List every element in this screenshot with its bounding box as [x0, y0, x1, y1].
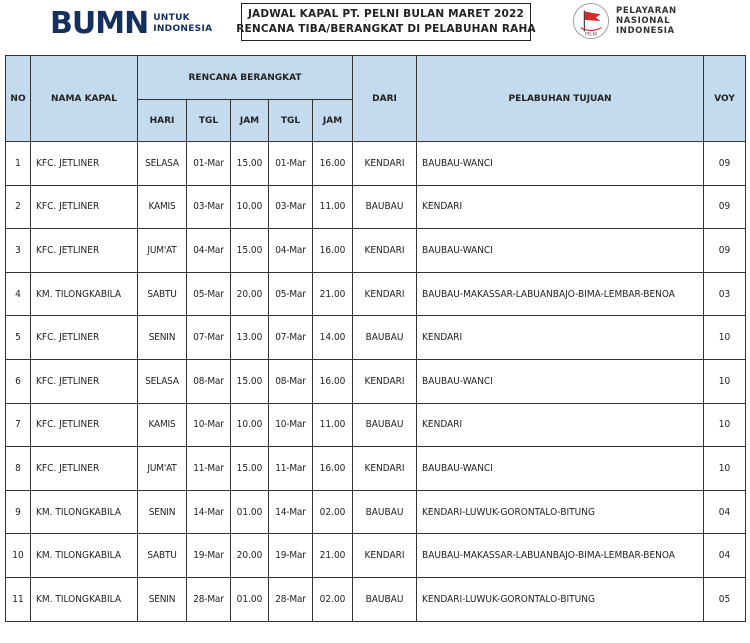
cell-pelabuhan-tujuan: KENDARI-LUWUK-GORONTALO-BITUNG [417, 577, 704, 621]
pelni-logo-text [616, 6, 677, 36]
cell-voy: 10 [704, 447, 746, 491]
cell-dari: KENDARI [353, 447, 417, 491]
cell-tgl-berangkat: 11-Mar [269, 447, 313, 491]
table-row [6, 534, 746, 578]
schedule-table [5, 55, 746, 622]
cell-pelabuhan-tujuan: KENDARI-LUWUK-GORONTALO-BITUNG [417, 490, 704, 534]
cell-voy: 10 [704, 403, 746, 447]
table-header-row [6, 56, 746, 100]
cell-jam-tiba: 01.00 [231, 490, 269, 534]
cell-pelabuhan-tujuan: BAUBAU-MAKASSAR-LABUANBAJO-BIMA-LEMBAR-BENOA [417, 534, 704, 578]
pelni-flag-icon [572, 2, 610, 40]
cell-hari: KAMIS [138, 403, 187, 447]
bumn-tagline-line-2: INDONESIA [153, 24, 213, 34]
schedule-subtitle: RENCANA TIBA/BERANGKAT DI PELABUHAN RAHA [236, 23, 536, 35]
cell-dari: KENDARI [353, 229, 417, 273]
table-row [6, 447, 746, 491]
table-row [6, 229, 746, 273]
cell-tgl-berangkat: 07-Mar [269, 316, 313, 360]
col-header-tgl-berangkat: TGL [269, 100, 313, 142]
cell-voy: 10 [704, 316, 746, 360]
cell-jam-berangkat: 16.00 [313, 229, 353, 273]
cell-nama-kapal: KM. TILONGKABILA [31, 272, 138, 316]
cell-voy: 09 [704, 142, 746, 186]
cell-jam-tiba: 10.00 [231, 403, 269, 447]
cell-hari: JUM'AT [138, 447, 187, 491]
cell-tgl-tiba: 10-Mar [187, 403, 231, 447]
col-header-hari: HARI [138, 100, 187, 142]
bumn-logo-tagline [153, 13, 212, 35]
cell-dari: KENDARI [353, 272, 417, 316]
col-header-tgl-tiba: TGL [187, 100, 231, 142]
table-row [6, 142, 746, 186]
col-header-pelabuhan-tujuan: PELABUHAN TUJUAN [417, 56, 704, 142]
cell-nama-kapal: KFC. JETLINER [31, 359, 138, 403]
cell-jam-berangkat: 14.00 [313, 316, 353, 360]
cell-tgl-tiba: 28-Mar [187, 577, 231, 621]
cell-tgl-tiba: 14-Mar [187, 490, 231, 534]
cell-no: 3 [6, 229, 31, 273]
cell-jam-tiba: 15.00 [231, 229, 269, 273]
cell-jam-tiba: 10.00 [231, 185, 269, 229]
cell-voy: 04 [704, 490, 746, 534]
page-header [0, 0, 750, 52]
table-row [6, 577, 746, 621]
cell-nama-kapal: KFC. JETLINER [31, 229, 138, 273]
cell-tgl-berangkat: 03-Mar [269, 185, 313, 229]
cell-jam-berangkat: 16.00 [313, 142, 353, 186]
cell-nama-kapal: KM. TILONGKABILA [31, 577, 138, 621]
cell-nama-kapal: KFC. JETLINER [31, 142, 138, 186]
cell-nama-kapal: KFC. JETLINER [31, 316, 138, 360]
table-row [6, 272, 746, 316]
col-header-voy: VOY [704, 56, 746, 142]
cell-tgl-berangkat: 19-Mar [269, 534, 313, 578]
cell-no: 1 [6, 142, 31, 186]
cell-pelabuhan-tujuan: BAUBAU-WANCI [417, 359, 704, 403]
cell-tgl-tiba: 07-Mar [187, 316, 231, 360]
cell-dari: BAUBAU [353, 316, 417, 360]
cell-jam-tiba: 20.00 [231, 534, 269, 578]
cell-dari: BAUBAU [353, 490, 417, 534]
cell-tgl-tiba: 04-Mar [187, 229, 231, 273]
pelni-text-line-3: INDONESIA [616, 26, 675, 36]
table-row [6, 185, 746, 229]
table-row [6, 359, 746, 403]
col-header-nama-kapal: NAMA KAPAL [31, 56, 138, 142]
cell-hari: JUM'AT [138, 229, 187, 273]
bumn-logo-wordmark: BUMN [50, 6, 149, 41]
cell-tgl-berangkat: 28-Mar [269, 577, 313, 621]
cell-voy: 03 [704, 272, 746, 316]
col-header-dari: DARI [353, 56, 417, 142]
cell-nama-kapal: KFC. JETLINER [31, 447, 138, 491]
cell-pelabuhan-tujuan: KENDARI [417, 403, 704, 447]
cell-nama-kapal: KFC. JETLINER [31, 185, 138, 229]
col-header-jam-tiba: JAM [231, 100, 269, 142]
cell-tgl-berangkat: 10-Mar [269, 403, 313, 447]
cell-dari: BAUBAU [353, 577, 417, 621]
cell-no: 9 [6, 490, 31, 534]
cell-hari: KAMIS [138, 185, 187, 229]
col-header-no: NO [6, 56, 31, 142]
cell-no: 11 [6, 577, 31, 621]
cell-dari: KENDARI [353, 142, 417, 186]
cell-hari: SELASA [138, 142, 187, 186]
cell-tgl-berangkat: 14-Mar [269, 490, 313, 534]
schedule-title: JADWAL KAPAL PT. PELNI BULAN MARET 2022 [247, 8, 525, 20]
col-header-jam-berangkat: JAM [313, 100, 353, 142]
cell-hari: SELASA [138, 359, 187, 403]
cell-dari: BAUBAU [353, 185, 417, 229]
bumn-logo [50, 6, 212, 42]
cell-jam-tiba: 15.00 [231, 359, 269, 403]
cell-hari: SENIN [138, 490, 187, 534]
cell-no: 2 [6, 185, 31, 229]
cell-tgl-tiba: 11-Mar [187, 447, 231, 491]
cell-jam-berangkat: 02.00 [313, 577, 353, 621]
cell-voy: 04 [704, 534, 746, 578]
cell-jam-berangkat: 21.00 [313, 272, 353, 316]
cell-hari: SENIN [138, 577, 187, 621]
pelni-text-line-2: NASIONAL [616, 16, 671, 26]
table-row [6, 490, 746, 534]
cell-jam-berangkat: 02.00 [313, 490, 353, 534]
cell-tgl-tiba: 03-Mar [187, 185, 231, 229]
pelni-logo [572, 2, 677, 40]
cell-jam-berangkat: 11.00 [313, 185, 353, 229]
cell-nama-kapal: KM. TILONGKABILA [31, 490, 138, 534]
cell-no: 10 [6, 534, 31, 578]
cell-voy: 09 [704, 185, 746, 229]
table-row [6, 316, 746, 360]
cell-nama-kapal: KFC. JETLINER [31, 403, 138, 447]
cell-jam-tiba: 15.00 [231, 447, 269, 491]
cell-voy: 09 [704, 229, 746, 273]
table-row [6, 403, 746, 447]
cell-tgl-berangkat: 08-Mar [269, 359, 313, 403]
cell-no: 4 [6, 272, 31, 316]
cell-pelabuhan-tujuan: KENDARI [417, 316, 704, 360]
pelni-mark-label: PELNI [584, 32, 598, 38]
cell-jam-berangkat: 11.00 [313, 403, 353, 447]
schedule-title-box [236, 3, 536, 41]
cell-dari: BAUBAU [353, 403, 417, 447]
cell-hari: SABTU [138, 272, 187, 316]
table-body [6, 142, 746, 622]
cell-pelabuhan-tujuan: BAUBAU-MAKASSAR-LABUANBAJO-BIMA-LEMBAR-BENOA [417, 272, 704, 316]
cell-dari: KENDARI [353, 359, 417, 403]
cell-hari: SENIN [138, 316, 187, 360]
cell-tgl-berangkat: 04-Mar [269, 229, 313, 273]
cell-nama-kapal: KM. TILONGKABILA [31, 534, 138, 578]
cell-tgl-berangkat: 05-Mar [269, 272, 313, 316]
cell-jam-berangkat: 21.00 [313, 534, 353, 578]
cell-pelabuhan-tujuan: KENDARI [417, 185, 704, 229]
cell-tgl-tiba: 01-Mar [187, 142, 231, 186]
pelni-text-line-1: PELAYARAN [616, 6, 677, 16]
cell-voy: 10 [704, 359, 746, 403]
cell-dari: KENDARI [353, 534, 417, 578]
cell-tgl-tiba: 19-Mar [187, 534, 231, 578]
cell-tgl-tiba: 05-Mar [187, 272, 231, 316]
cell-pelabuhan-tujuan: BAUBAU-WANCI [417, 229, 704, 273]
cell-jam-tiba: 01.00 [231, 577, 269, 621]
cell-hari: SABTU [138, 534, 187, 578]
cell-no: 7 [6, 403, 31, 447]
cell-no: 8 [6, 447, 31, 491]
cell-pelabuhan-tujuan: BAUBAU-WANCI [417, 142, 704, 186]
cell-jam-berangkat: 16.00 [313, 447, 353, 491]
cell-jam-tiba: 15.00 [231, 142, 269, 186]
cell-tgl-berangkat: 01-Mar [269, 142, 313, 186]
cell-voy: 05 [704, 577, 746, 621]
cell-jam-tiba: 20.00 [231, 272, 269, 316]
cell-jam-tiba: 13.00 [231, 316, 269, 360]
cell-no: 6 [6, 359, 31, 403]
cell-no: 5 [6, 316, 31, 360]
cell-tgl-tiba: 08-Mar [187, 359, 231, 403]
cell-jam-berangkat: 16.00 [313, 359, 353, 403]
col-header-rencana-berangkat: RENCANA BERANGKAT [138, 56, 353, 100]
bumn-tagline-line-1: UNTUK [153, 13, 190, 23]
cell-pelabuhan-tujuan: BAUBAU-WANCI [417, 447, 704, 491]
